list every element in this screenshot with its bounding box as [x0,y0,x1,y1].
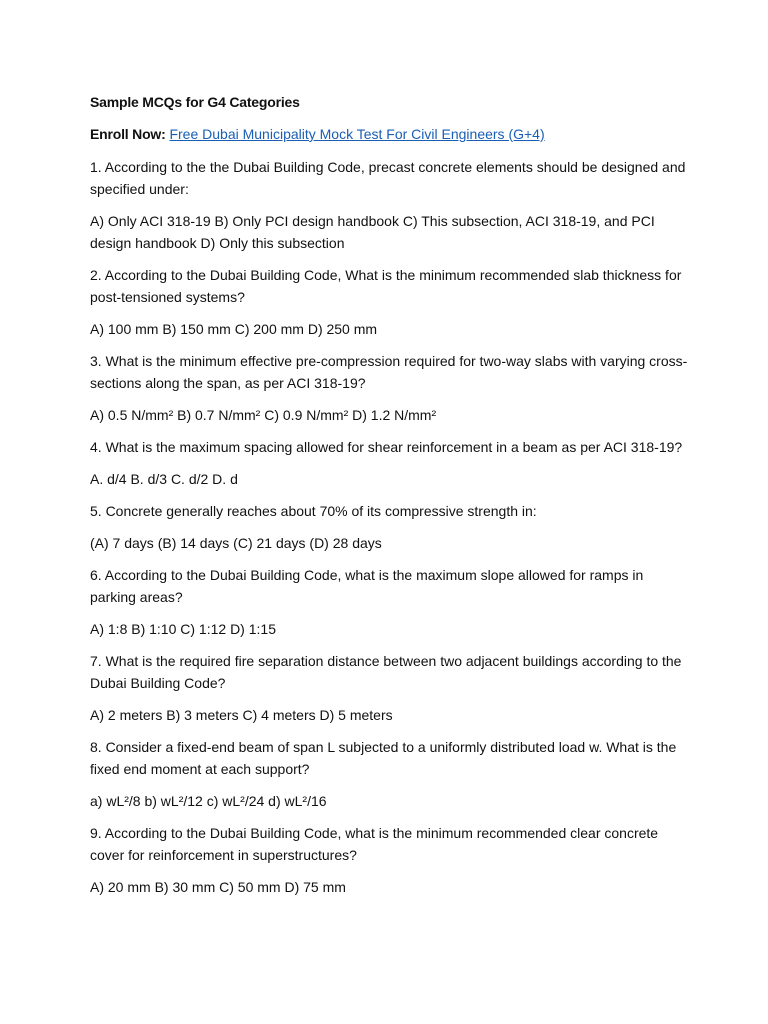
question-6: 6. According to the Dubai Building Code, what is the maximum slope allowed for ramps in parking areas? [90,567,644,605]
mock-test-link[interactable]: Free Dubai Municipality Mock Test For Civil Engineers (G+4) [169,126,545,142]
question-4: 4. What is the maximum spacing allowed for shear reinforcement in a beam as per ACI 318-19? [90,439,683,455]
question-8: 8. Consider a fixed-end beam of span L subjected to a uniformly distributed load w. What is the fixed end moment at each support? [90,739,677,777]
question-3: 3. What is the minimum effective pre-compression required for two-way slabs with varying cross-sections along the span, as per ACI 318-19? [90,353,688,391]
enroll-line [90,124,690,144]
options-1: A) Only ACI 318-19 B) Only PCI design handbook C) This subsection, ACI 318-19, and PCI design handbook D) Only this subsection [90,213,655,251]
options-9: A) 20 mm B) 30 mm C) 50 mm D) 75 mm [90,879,346,895]
options-2: A) 100 mm B) 150 mm C) 200 mm D) 250 mm [90,321,378,337]
question-5: 5. Concrete generally reaches about 70% of its compressive strength in: [90,503,537,519]
document-title: Sample MCQs for G4 Categories [90,94,300,110]
options-4: A. d/4 B. d/3 C. d/2 D. d [90,471,238,487]
options-7: A) 2 meters B) 3 meters C) 4 meters D) 5 meters [90,707,393,723]
enroll-label: Enroll Now: [90,126,166,142]
options-8: a) wL²/8 b) wL²/12 c) wL²/24 d) wL²/16 [90,793,327,809]
question-1: 1. According to the the Dubai Building Code, precast concrete elements should be designed and specified under: [90,159,686,197]
question-7: 7. What is the required fire separation distance between two adjacent buildings according to the Dubai Building Code? [90,653,682,691]
options-3: A) 0.5 N/mm² B) 0.7 N/mm² C) 0.9 N/mm² D) 1.2 N/mm² [90,407,437,423]
options-5: (A) 7 days (B) 14 days (C) 21 days (D) 28 days [90,535,382,551]
document-page [90,92,690,908]
question-2: 2. According to the Dubai Building Code, What is the minimum recommended slab thickness for post-tensioned systems? [90,267,682,305]
options-6: A) 1:8 B) 1:10 C) 1:12 D) 1:15 [90,621,276,637]
question-9: 9. According to the Dubai Building Code, what is the minimum recommended clear concrete cover for reinforcement in superstructures? [90,825,659,863]
